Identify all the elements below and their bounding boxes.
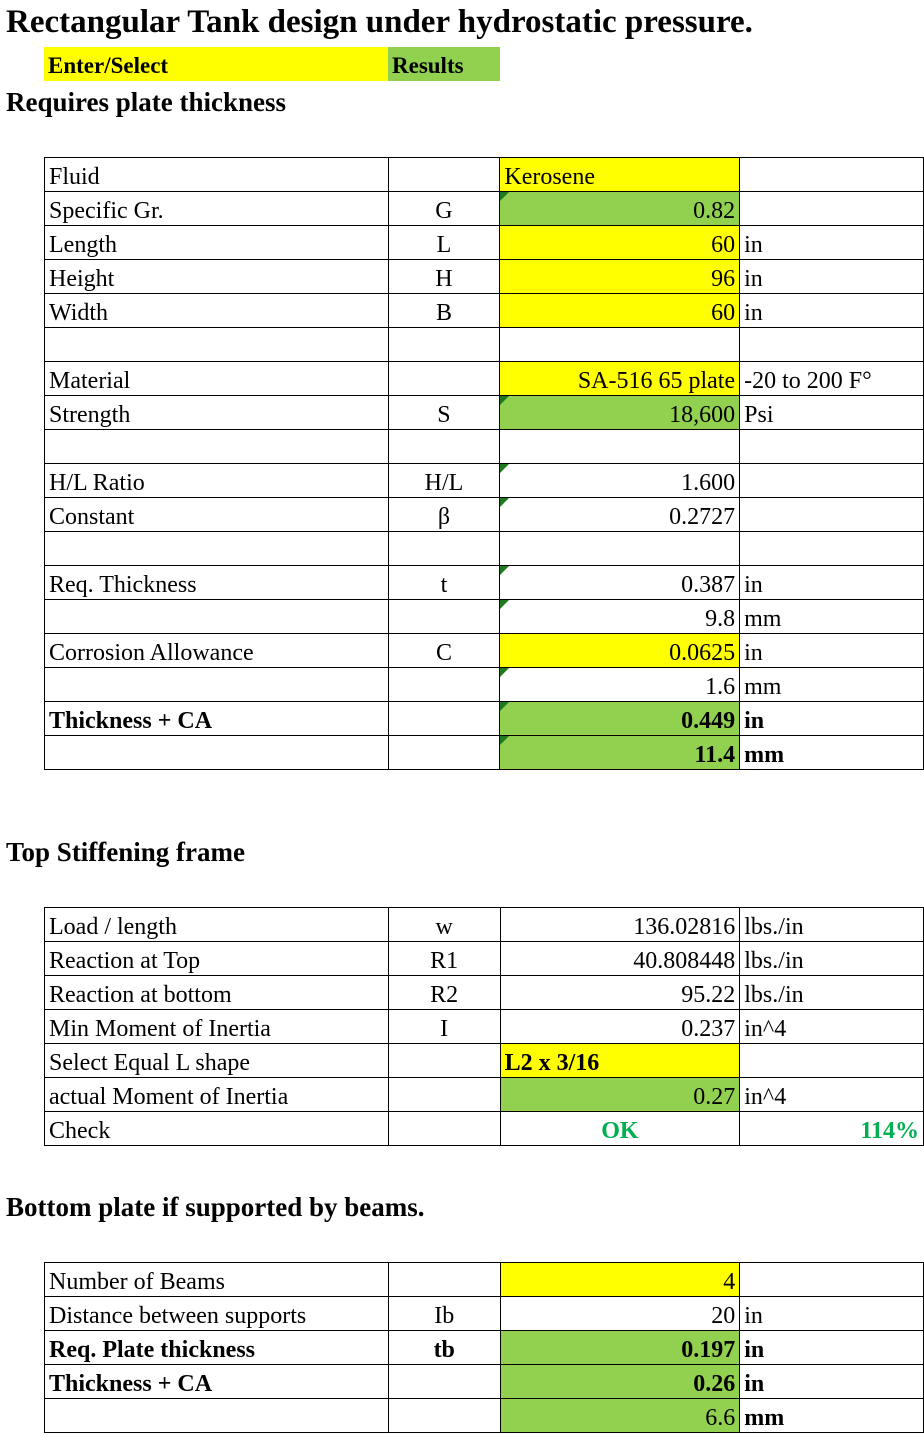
row-unit: in: [740, 566, 924, 600]
row-symbol: [388, 1078, 500, 1112]
formula-marker-icon: [500, 192, 509, 201]
actual-moment-of-inertia-result[interactable]: 0.27: [500, 1078, 740, 1112]
row-label: Fluid: [45, 158, 389, 192]
table-row: [45, 1010, 924, 1044]
row-label: [45, 1399, 389, 1433]
table-row: [45, 702, 924, 736]
row-label: Width: [45, 294, 389, 328]
table-row: [45, 464, 924, 498]
row-symbol: [388, 668, 500, 702]
row-unit: in: [740, 1365, 924, 1399]
table-row: [45, 1112, 924, 1146]
row-unit: mm: [740, 1399, 924, 1433]
check-percentage[interactable]: 114%: [740, 1112, 924, 1146]
row-unit: lbs./in: [740, 976, 924, 1010]
formula-marker-icon: [500, 736, 509, 745]
empty-cell[interactable]: [740, 532, 924, 566]
reaction-top-value[interactable]: 40.808448: [500, 942, 740, 976]
table-row: [45, 1331, 924, 1365]
table-row: [45, 908, 924, 942]
empty-cell[interactable]: [500, 532, 740, 566]
height-input[interactable]: 96: [500, 260, 740, 294]
row-label: Req. Thickness: [45, 566, 389, 600]
legend-enter-select: Enter/Select: [44, 47, 388, 81]
formula-marker-icon: [500, 464, 509, 473]
table-row: [45, 226, 924, 260]
distance-between-supports-value[interactable]: 20: [500, 1297, 740, 1331]
table-row: [45, 158, 924, 192]
row-symbol: Ib: [388, 1297, 500, 1331]
row-unit: in: [740, 1331, 924, 1365]
empty-cell[interactable]: [388, 430, 500, 464]
table-row: [45, 1365, 924, 1399]
section-heading-plate-thickness: Requires plate thickness: [6, 87, 287, 117]
empty-cell[interactable]: [500, 430, 740, 464]
empty-cell[interactable]: [388, 328, 500, 362]
plate-thickness-table: [44, 157, 924, 770]
corrosion-allowance-mm-value[interactable]: 1.6: [500, 668, 740, 702]
row-unit: in: [740, 634, 924, 668]
table-row: [45, 1078, 924, 1112]
row-label: Check: [45, 1112, 389, 1146]
row-unit: in: [740, 702, 924, 736]
empty-cell[interactable]: [45, 430, 389, 464]
row-label: Number of Beams: [45, 1263, 389, 1297]
bottom-plate-table: [44, 1262, 924, 1433]
row-unit: mm: [740, 668, 924, 702]
row-symbol: [388, 1365, 500, 1399]
formula-marker-icon: [500, 702, 509, 711]
row-unit: [740, 464, 924, 498]
row-label: Specific Gr.: [45, 192, 389, 226]
row-symbol: I: [388, 1010, 500, 1044]
row-symbol: tb: [388, 1331, 500, 1365]
row-label: Distance between supports: [45, 1297, 389, 1331]
load-per-length-value[interactable]: 136.02816: [500, 908, 740, 942]
thickness-plus-ca-in-result[interactable]: 0.449: [500, 702, 740, 736]
row-symbol: t: [388, 566, 500, 600]
section-heading-top-stiffening-frame: Top Stiffening frame: [6, 837, 246, 867]
row-label: Constant: [45, 498, 389, 532]
min-moment-of-inertia-value[interactable]: 0.237: [500, 1010, 740, 1044]
row-unit: mm: [740, 600, 924, 634]
row-symbol: [388, 1263, 500, 1297]
table-row: [45, 634, 924, 668]
row-unit: in^4: [740, 1010, 924, 1044]
row-symbol: R1: [388, 942, 500, 976]
empty-cell[interactable]: [45, 532, 389, 566]
strength-result[interactable]: 18,600: [500, 396, 740, 430]
row-symbol: L: [388, 226, 500, 260]
row-label: Thickness + CA: [45, 702, 389, 736]
row-unit: [740, 498, 924, 532]
row-unit: in: [740, 1297, 924, 1331]
number-of-beams-input[interactable]: 4: [500, 1263, 740, 1297]
row-unit: [740, 158, 924, 192]
row-label: Strength: [45, 396, 389, 430]
material-select[interactable]: SA-516 65 plate: [500, 362, 740, 396]
table-row: [45, 1399, 924, 1433]
length-input[interactable]: 60: [500, 226, 740, 260]
empty-cell[interactable]: [45, 328, 389, 362]
row-label: actual Moment of Inertia: [45, 1078, 389, 1112]
table-row: [45, 1297, 924, 1331]
row-symbol: w: [388, 908, 500, 942]
constant-value[interactable]: 0.2727: [500, 498, 740, 532]
empty-cell[interactable]: [500, 328, 740, 362]
fluid-select[interactable]: Kerosene: [500, 158, 740, 192]
table-row: [45, 260, 924, 294]
table-row: [45, 976, 924, 1010]
table-row: [45, 668, 924, 702]
row-unit: Psi: [740, 396, 924, 430]
specific-gravity-result[interactable]: 0.82: [500, 192, 740, 226]
table-row: [45, 532, 924, 566]
row-label: Load / length: [45, 908, 389, 942]
corrosion-allowance-input[interactable]: 0.0625: [500, 634, 740, 668]
row-symbol: [388, 1399, 500, 1433]
page-title: Rectangular Tank design under hydrostatic pressure.: [6, 4, 753, 40]
row-label: [45, 600, 389, 634]
table-row: [45, 192, 924, 226]
row-label: Length: [45, 226, 389, 260]
row-label: Min Moment of Inertia: [45, 1010, 389, 1044]
row-label: Thickness + CA: [45, 1365, 389, 1399]
row-unit: [740, 1263, 924, 1297]
row-label: Material: [45, 362, 389, 396]
formula-marker-icon: [500, 668, 509, 677]
empty-cell[interactable]: [740, 328, 924, 362]
table-row: [45, 1044, 924, 1078]
section-heading-bottom-plate: Bottom plate if supported by beams.: [6, 1192, 425, 1222]
row-symbol: S: [388, 396, 500, 430]
table-row: [45, 736, 924, 770]
row-label: Reaction at Top: [45, 942, 389, 976]
table-row: [45, 942, 924, 976]
bottom-thickness-plus-ca-in-result[interactable]: 0.26: [500, 1365, 740, 1399]
row-label: Req. Plate thickness: [45, 1331, 389, 1365]
row-symbol: [388, 1112, 500, 1146]
empty-cell[interactable]: [740, 430, 924, 464]
row-symbol: [388, 702, 500, 736]
table-row: [45, 328, 924, 362]
table-row: [45, 396, 924, 430]
reaction-bottom-value[interactable]: 95.22: [500, 976, 740, 1010]
row-unit: lbs./in: [740, 942, 924, 976]
table-row: [45, 430, 924, 464]
formula-marker-icon: [500, 396, 509, 405]
bottom-thickness-plus-ca-mm-result[interactable]: 6.6: [500, 1399, 740, 1433]
formula-marker-icon: [500, 566, 509, 575]
thickness-plus-ca-mm-result[interactable]: 11.4: [500, 736, 740, 770]
table-row: [45, 498, 924, 532]
row-unit: in: [740, 260, 924, 294]
width-input[interactable]: 60: [500, 294, 740, 328]
legend-results: Results: [388, 47, 500, 81]
req-plate-thickness-result[interactable]: 0.197: [500, 1331, 740, 1365]
row-label: H/L Ratio: [45, 464, 389, 498]
row-label: Height: [45, 260, 389, 294]
row-unit: [740, 192, 924, 226]
req-thickness-mm-value[interactable]: 9.8: [500, 600, 740, 634]
row-unit: in: [740, 226, 924, 260]
top-stiffening-frame-table: [44, 907, 924, 1146]
row-symbol: H: [388, 260, 500, 294]
row-symbol: [388, 600, 500, 634]
row-unit: [740, 1044, 924, 1078]
row-unit: mm: [740, 736, 924, 770]
formula-marker-icon: [500, 600, 509, 609]
row-label: [45, 736, 389, 770]
row-symbol: [388, 158, 500, 192]
table-row: [45, 1263, 924, 1297]
row-symbol: H/L: [388, 464, 500, 498]
row-symbol: R2: [388, 976, 500, 1010]
row-symbol: [388, 736, 500, 770]
row-unit: -20 to 200 F°: [740, 362, 924, 396]
row-label: Reaction at bottom: [45, 976, 389, 1010]
row-symbol: B: [388, 294, 500, 328]
row-symbol: [388, 1044, 500, 1078]
l-shape-select[interactable]: L2 x 3/16: [500, 1044, 740, 1078]
row-symbol: G: [388, 192, 500, 226]
table-row: [45, 294, 924, 328]
table-row: [45, 566, 924, 600]
row-label: [45, 668, 389, 702]
row-label: Corrosion Allowance: [45, 634, 389, 668]
row-symbol: C: [388, 634, 500, 668]
table-row: [45, 600, 924, 634]
row-unit: in^4: [740, 1078, 924, 1112]
row-unit: in: [740, 294, 924, 328]
req-thickness-in-value[interactable]: 0.387: [500, 566, 740, 600]
empty-cell[interactable]: [388, 532, 500, 566]
row-label: Select Equal L shape: [45, 1044, 389, 1078]
table-row: [45, 362, 924, 396]
row-symbol: β: [388, 498, 500, 532]
formula-marker-icon: [500, 498, 509, 507]
row-symbol: [388, 362, 500, 396]
hl-ratio-value[interactable]: 1.600: [500, 464, 740, 498]
check-status[interactable]: OK: [500, 1112, 740, 1146]
row-unit: lbs./in: [740, 908, 924, 942]
